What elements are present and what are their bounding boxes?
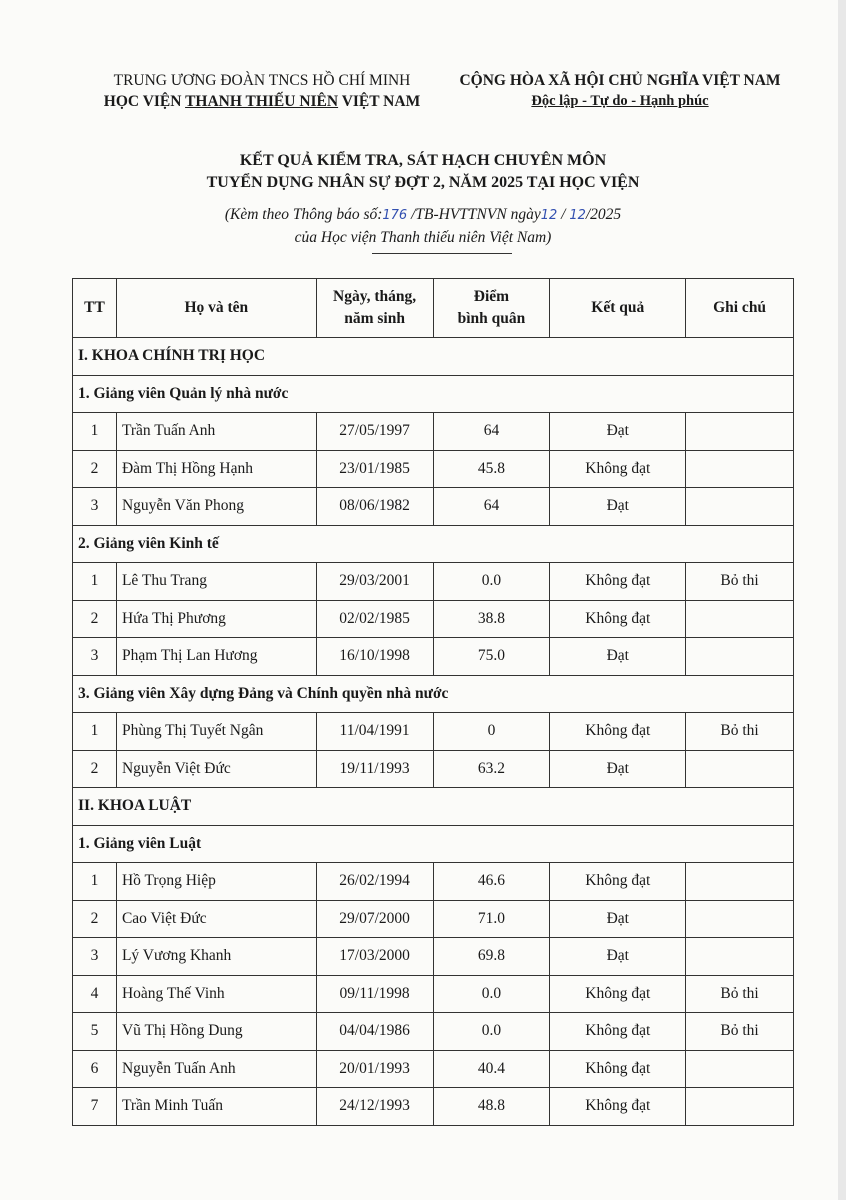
section-title: 3. Giảng viên Xây dựng Đảng và Chính quyền nhà nước (73, 675, 794, 713)
cell-result: Đạt (550, 938, 686, 976)
cell-tt: 7 (73, 1088, 117, 1126)
reference-line (0, 204, 846, 227)
cell-name: Phạm Thị Lan Hương (116, 638, 316, 676)
cell-dob: 27/05/1997 (316, 413, 433, 451)
cell-avg-score: 40.4 (433, 1050, 550, 1088)
cell-dob: 29/03/2001 (316, 563, 433, 601)
reference-line: của Học viện Thanh thiếu niên Việt Nam) (294, 229, 552, 246)
document-reference (0, 204, 846, 249)
table-row (73, 563, 794, 601)
header-name: Họ và tên (116, 279, 316, 338)
cell-tt: 3 (73, 638, 117, 676)
ref-text: (Kèm theo Thông báo số: (224, 206, 383, 223)
cell-name: Lý Vương Khanh (116, 938, 316, 976)
cell-avg-score: 0.0 (433, 563, 550, 601)
cell-tt: 2 (73, 600, 117, 638)
table-row (73, 413, 794, 451)
table-row (73, 1088, 794, 1126)
cell-avg-score: 0.0 (433, 975, 550, 1013)
issuing-agency (82, 70, 442, 112)
cell-avg-score: 63.2 (433, 750, 550, 788)
cell-name: Trần Tuấn Anh (116, 413, 316, 451)
national-motto (440, 70, 800, 112)
cell-result: Đạt (550, 750, 686, 788)
cell-dob: 23/01/1985 (316, 450, 433, 488)
section-row (73, 788, 794, 826)
red-stamp-fragment (0, 350, 32, 490)
table-row (73, 488, 794, 526)
section-title: II. KHOA LUẬT (73, 788, 794, 826)
cell-note (686, 488, 794, 526)
cell-note (686, 413, 794, 451)
cell-dob: 16/10/1998 (316, 638, 433, 676)
cell-avg-score: 0.0 (433, 1013, 550, 1051)
cell-result: Không đạt (550, 600, 686, 638)
agency-name (82, 91, 442, 112)
ref-text: /TB-HVTTNVN ngày (407, 206, 541, 223)
cell-avg-score: 69.8 (433, 938, 550, 976)
divider (372, 253, 512, 254)
cell-dob: 04/04/1986 (316, 1013, 433, 1051)
table-row (73, 900, 794, 938)
agency-name-part: VIỆT NAM (338, 93, 421, 110)
cell-dob: 11/04/1991 (316, 713, 433, 751)
cell-result: Không đạt (550, 1050, 686, 1088)
cell-avg-score: 38.8 (433, 600, 550, 638)
section-title: 1. Giảng viên Quản lý nhà nước (73, 375, 794, 413)
cell-avg-score: 46.6 (433, 863, 550, 901)
cell-result: Đạt (550, 900, 686, 938)
cell-dob: 29/07/2000 (316, 900, 433, 938)
agency-parent: TRUNG ƯƠNG ĐOÀN TNCS HỒ CHÍ MINH (113, 72, 411, 89)
cell-name: Trần Minh Tuấn (116, 1088, 316, 1126)
cell-note (686, 863, 794, 901)
cell-result: Đạt (550, 638, 686, 676)
ref-text: / (557, 206, 570, 223)
cell-name: Nguyễn Tuấn Anh (116, 1050, 316, 1088)
cell-note (686, 1088, 794, 1126)
cell-result: Không đạt (550, 1088, 686, 1126)
cell-tt: 2 (73, 900, 117, 938)
ref-number-handwritten: 176 (382, 208, 408, 223)
cell-tt: 4 (73, 975, 117, 1013)
cell-result: Đạt (550, 413, 686, 451)
cell-avg-score: 64 (433, 413, 550, 451)
cell-note (686, 938, 794, 976)
cell-avg-score: 48.8 (433, 1088, 550, 1126)
cell-tt: 5 (73, 1013, 117, 1051)
table-row (73, 600, 794, 638)
cell-name: Cao Việt Đức (116, 900, 316, 938)
cell-result: Không đạt (550, 713, 686, 751)
cell-name: Hồ Trọng Hiệp (116, 863, 316, 901)
table-row (73, 1013, 794, 1051)
title-line: TUYỂN DỤNG NHÂN SỰ ĐỢT 2, NĂM 2025 TẠI HỌC VIỆN (206, 174, 640, 191)
cell-result: Đạt (550, 488, 686, 526)
motto: Độc lập - Tự do - Hạnh phúc (531, 93, 709, 109)
table-row (73, 450, 794, 488)
section-title: 2. Giảng viên Kinh tế (73, 525, 794, 563)
cell-note (686, 600, 794, 638)
cell-result: Không đạt (550, 1013, 686, 1051)
header-dob: Ngày, tháng, năm sinh (316, 279, 433, 338)
cell-note (686, 750, 794, 788)
table-row (73, 938, 794, 976)
cell-result: Không đạt (550, 863, 686, 901)
cell-result: Không đạt (550, 563, 686, 601)
cell-avg-score: 64 (433, 488, 550, 526)
cell-result: Không đạt (550, 450, 686, 488)
section-row (73, 675, 794, 713)
title-line: KẾT QUẢ KIỂM TRA, SÁT HẠCH CHUYÊN MÔN (239, 152, 607, 169)
cell-note: Bỏ thi (686, 713, 794, 751)
document-title (0, 150, 846, 194)
cell-note: Bỏ thi (686, 1013, 794, 1051)
cell-name: Vũ Thị Hồng Dung (116, 1013, 316, 1051)
table-row (73, 750, 794, 788)
ref-text: /2025 (585, 206, 622, 223)
section-row (73, 825, 794, 863)
section-row (73, 525, 794, 563)
country-name: CỘNG HÒA XÃ HỘI CHỦ NGHĨA VIỆT NAM (459, 72, 781, 89)
section-row (73, 375, 794, 413)
cell-note (686, 900, 794, 938)
cell-dob: 20/01/1993 (316, 1050, 433, 1088)
ref-month-handwritten: 12 (569, 208, 586, 223)
cell-name: Nguyễn Việt Đức (116, 750, 316, 788)
table-header-row (73, 279, 794, 338)
header-tt: TT (73, 279, 117, 338)
table-row (73, 863, 794, 901)
cell-dob: 08/06/1982 (316, 488, 433, 526)
cell-dob: 26/02/1994 (316, 863, 433, 901)
cell-note: Bỏ thi (686, 975, 794, 1013)
section-row (73, 338, 794, 376)
cell-dob: 24/12/1993 (316, 1088, 433, 1126)
cell-tt: 1 (73, 713, 117, 751)
table-row (73, 975, 794, 1013)
cell-tt: 3 (73, 938, 117, 976)
agency-name-part: HỌC VIỆN (103, 93, 186, 110)
header-avg-score: Điểm bình quân (433, 279, 550, 338)
results-table (72, 278, 794, 1126)
cell-name: Hứa Thị Phương (116, 600, 316, 638)
table-row (73, 1050, 794, 1088)
cell-name: Phùng Thị Tuyết Ngân (116, 713, 316, 751)
agency-name-part: THANH THIẾU NIÊN (185, 93, 339, 110)
cell-tt: 1 (73, 413, 117, 451)
cell-tt: 1 (73, 563, 117, 601)
cell-avg-score: 71.0 (433, 900, 550, 938)
section-title: I. KHOA CHÍNH TRỊ HỌC (73, 338, 794, 376)
cell-note (686, 450, 794, 488)
cell-dob: 02/02/1985 (316, 600, 433, 638)
scan-edge (838, 0, 846, 1200)
cell-result: Không đạt (550, 975, 686, 1013)
cell-note (686, 1050, 794, 1088)
table-row (73, 713, 794, 751)
cell-tt: 1 (73, 863, 117, 901)
section-title: 1. Giảng viên Luật (73, 825, 794, 863)
cell-avg-score: 0 (433, 713, 550, 751)
cell-avg-score: 45.8 (433, 450, 550, 488)
header-result: Kết quả (550, 279, 686, 338)
ref-day-handwritten: 12 (540, 208, 558, 223)
cell-tt: 3 (73, 488, 117, 526)
cell-name: Hoàng Thế Vinh (116, 975, 316, 1013)
cell-name: Lê Thu Trang (116, 563, 316, 601)
cell-name: Nguyễn Văn Phong (116, 488, 316, 526)
cell-note: Bỏ thi (686, 563, 794, 601)
cell-dob: 09/11/1998 (316, 975, 433, 1013)
cell-tt: 2 (73, 750, 117, 788)
cell-dob: 17/03/2000 (316, 938, 433, 976)
header-note: Ghi chú (686, 279, 794, 338)
cell-tt: 6 (73, 1050, 117, 1088)
cell-note (686, 638, 794, 676)
cell-name: Đàm Thị Hồng Hạnh (116, 450, 316, 488)
cell-dob: 19/11/1993 (316, 750, 433, 788)
cell-avg-score: 75.0 (433, 638, 550, 676)
cell-tt: 2 (73, 450, 117, 488)
table-row (73, 638, 794, 676)
